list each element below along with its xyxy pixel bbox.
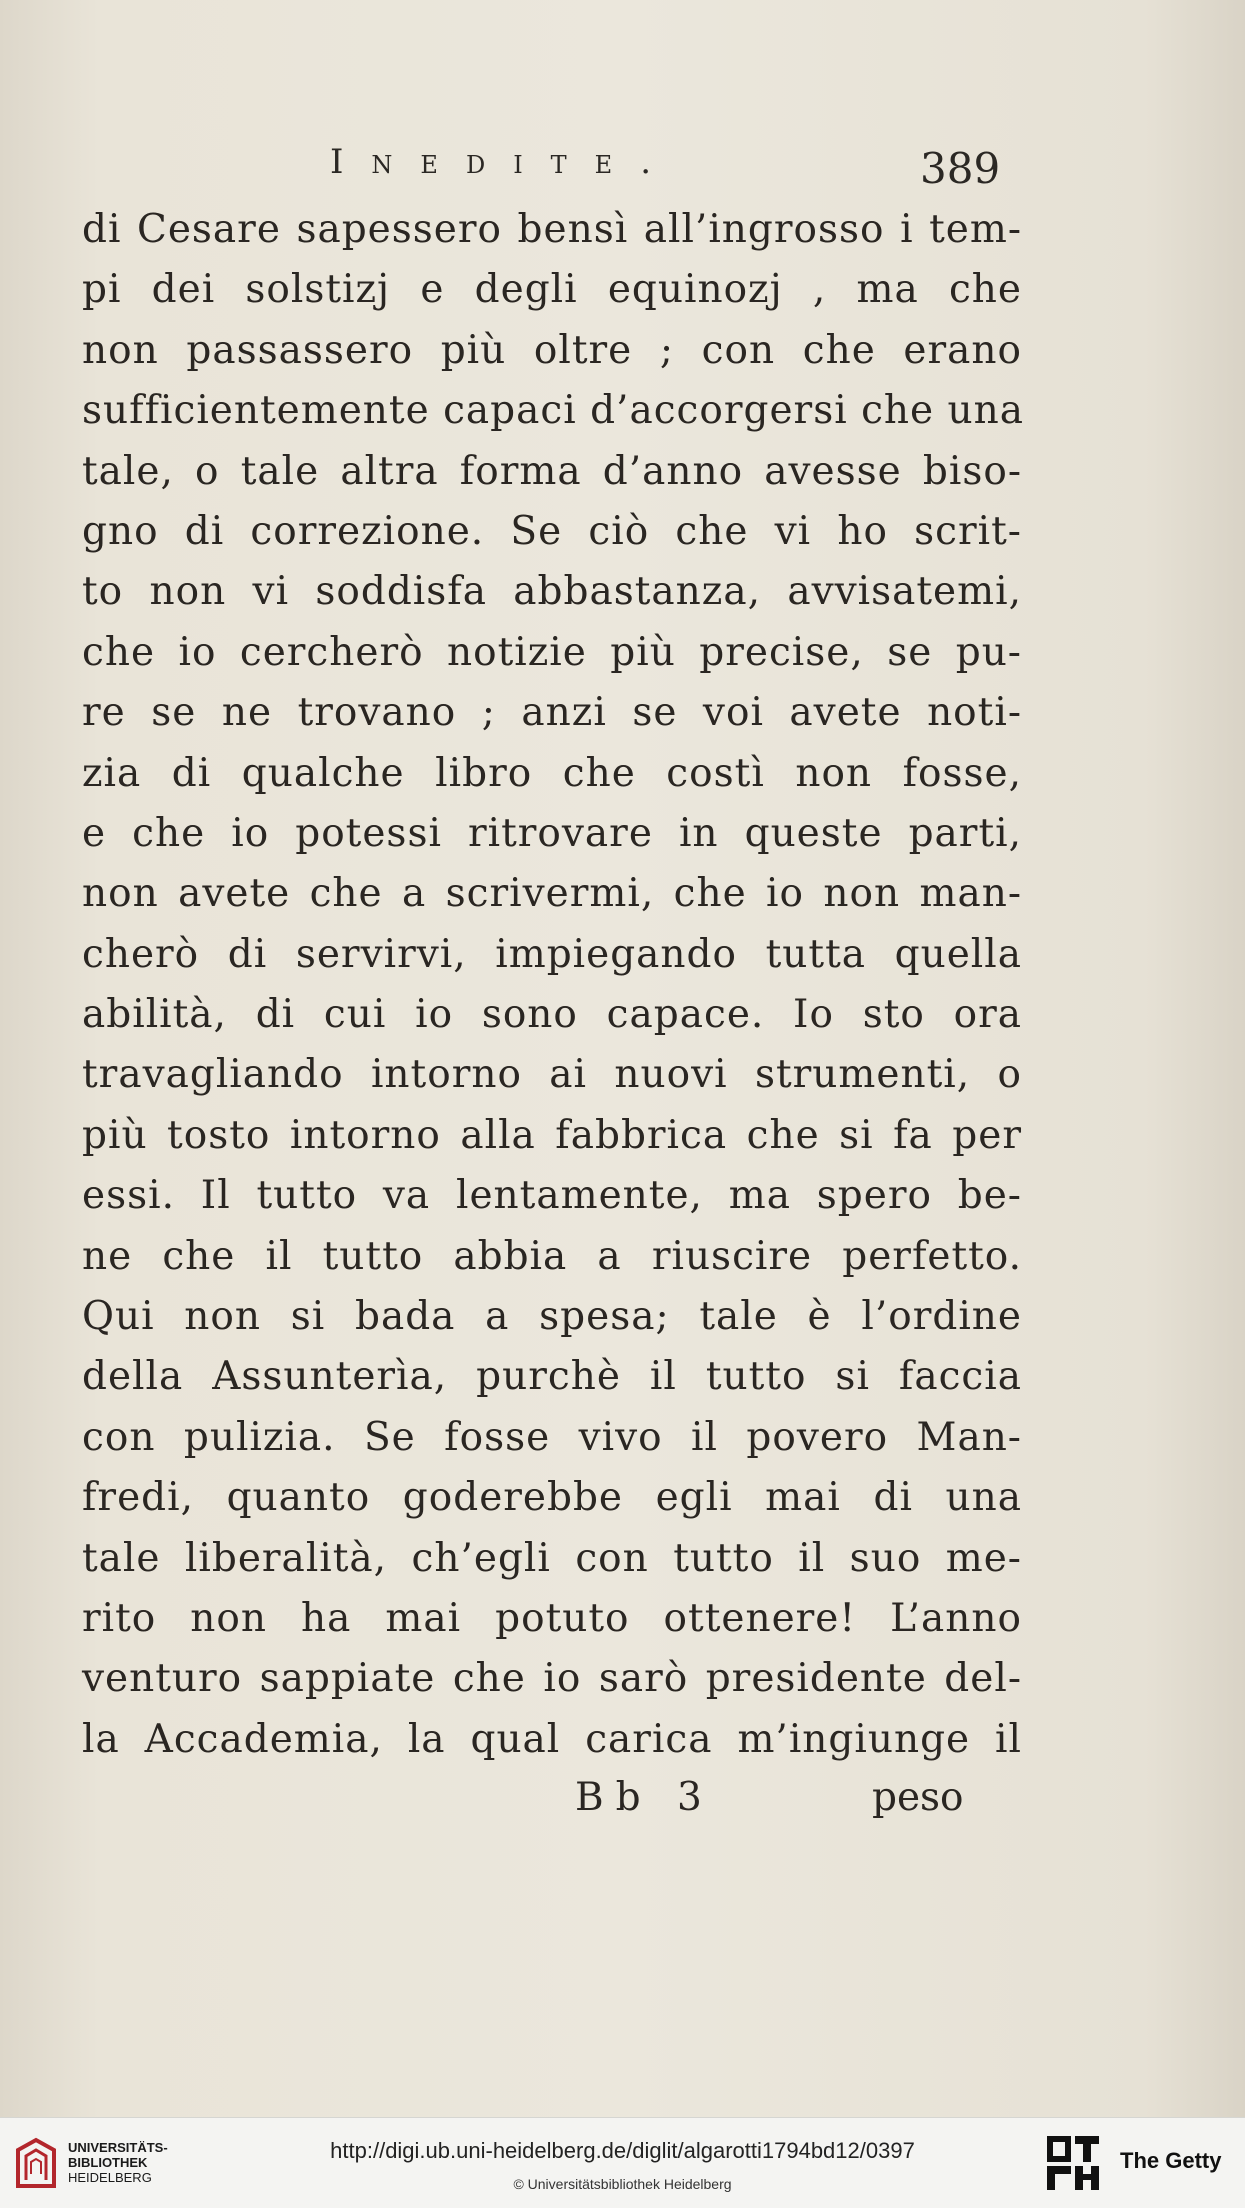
text-line: travagliando intorno ai nuovi strumenti, o (82, 1052, 1022, 1098)
text-line: tale liberalità, ch’egli con tutto il suo me- (82, 1535, 1022, 1581)
permalink-url[interactable]: http://digi.ub.uni-heidelberg.de/diglit/algarotti1794bd12/0397 (330, 2138, 915, 2163)
text-line: zia di qualche libro che costì non fosse, (82, 750, 1022, 796)
text-line: Qui non si bada a spesa; tale è l’ordine (82, 1294, 1022, 1340)
getty-name: The Getty (1120, 2148, 1222, 2173)
page-header (0, 142, 1245, 192)
text-line: venturo sappiate che io sarò presidente del- (82, 1656, 1022, 1702)
text-line: tale, o tale altra forma d’anno avesse biso- (82, 448, 1022, 494)
text-line: che io cercherò notizie più precise, se pu- (82, 629, 1022, 675)
copyright-notice: © Universitätsbibliothek Heidelberg (513, 2176, 732, 2192)
library-name-line: UNIVERSITÄTS- (68, 2140, 168, 2155)
page-number: 389 (920, 144, 1001, 193)
text-line: della Assunterìa, purchè il tutto si faccia (82, 1354, 1022, 1400)
getty-logo-icon (1045, 2134, 1103, 2192)
text-line: sufficientemente capaci d’accorgersi che una (82, 388, 1025, 434)
footer-bar (0, 2117, 1245, 2208)
text-line: la Accademia, la qual carica m’ingiunge il (82, 1716, 1022, 1762)
text-line: e che io potessi ritrovare in queste parti, (82, 810, 1022, 856)
running-title: Inedite. (330, 142, 680, 182)
text-line: essi. Il tutto va lentamente, ma spero be- (82, 1173, 1022, 1219)
text-line: pi dei solstizj e degli equinozj , ma che (82, 267, 1022, 313)
text-line: fredi, quanto goderebbe egli mai di una (82, 1475, 1022, 1521)
signature-mark: Bb 3 (575, 1775, 714, 1820)
text-line: più tosto intorno alla fabbrica che si fa per (82, 1112, 1022, 1158)
text-line: non avete che a scrivermi, che io non man- (82, 871, 1022, 917)
text-line: abilità, di cui io sono capace. Io sto ora (82, 992, 1022, 1038)
text-line: re se ne trovano ; anzi se voi avete noti- (82, 690, 1022, 736)
text-line: ne che il tutto abbia a riuscire perfetto. (82, 1233, 1022, 1279)
text-line: gno di correzione. Se ciò che vi ho scrit- (82, 508, 1022, 554)
library-name-line: HEIDELBERG (68, 2170, 152, 2185)
text-line: di Cesare sapessero bensì all’ingrosso i tem- (82, 207, 1022, 252)
text-line: non passassero più oltre ; con che erano (82, 327, 1022, 373)
catchword: peso (872, 1775, 964, 1820)
text-line: rito non ha mai potuto ottenere! L’anno (82, 1595, 1022, 1641)
library-name-line: BIBLIOTHEK (68, 2155, 148, 2170)
text-line: con pulizia. Se fosse vivo il povero Man- (82, 1414, 1022, 1460)
body-text (82, 200, 1025, 1770)
text-line: to non vi soddisfa abbastanza, avvisatemi, (82, 569, 1022, 615)
text-line: cherò di servirvi, impiegando tutta quella (82, 931, 1022, 977)
